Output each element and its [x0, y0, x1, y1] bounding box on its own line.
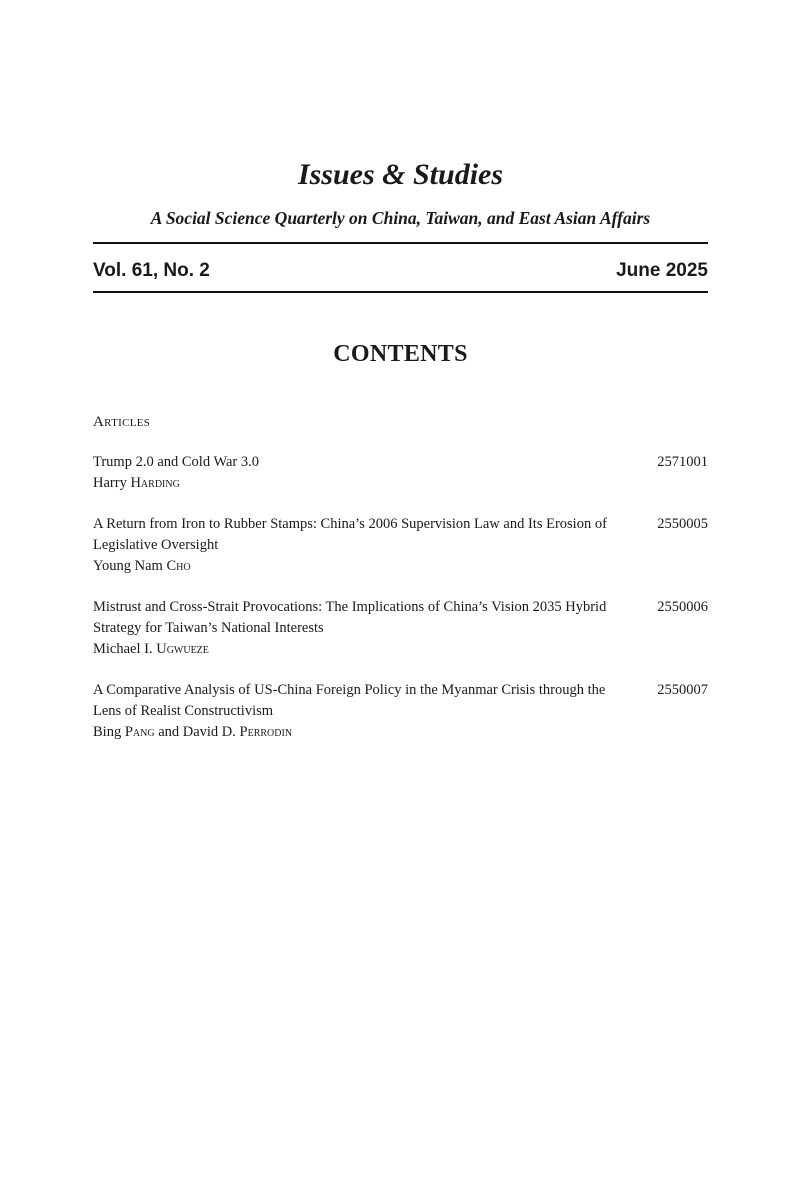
article-entry[interactable] [93, 680, 708, 743]
volume-number: Vol. 61, No. 2 [93, 260, 210, 281]
article-id: 2550007 [657, 682, 708, 698]
author-family-name: Cho [166, 558, 191, 574]
author-family-name: Ugwueze [156, 641, 209, 657]
article-authors [93, 639, 708, 660]
article-authors [93, 722, 708, 743]
bottom-divider [93, 291, 708, 293]
article-title[interactable]: Trump 2.0 and Cold War 3.0 [93, 454, 259, 470]
article-id: 2550006 [657, 599, 708, 615]
author-family-name: Perrodin [239, 724, 293, 740]
article-authors [93, 556, 708, 577]
articles-list [93, 452, 708, 763]
issue-date: June 2025 [616, 260, 708, 281]
section-label-articles: Articles [93, 414, 151, 430]
article-title[interactable]: Mistrust and Cross-Strait Provocations: The Implications of China’s Vision 2035 Hybrid Strategy for Taiwan’s National Interests [93, 599, 607, 636]
journal-title: Issues & Studies [297, 158, 504, 191]
article-entry[interactable] [93, 514, 708, 577]
author-family-name: Harding [130, 475, 180, 491]
article-entry[interactable] [93, 452, 708, 494]
article-authors [93, 473, 708, 494]
issue-info-bar [93, 258, 708, 284]
journal-subtitle: A Social Science Quarterly on China, Taiwan, and East Asian Affairs [150, 208, 651, 228]
contents-heading: CONTENTS [333, 341, 468, 367]
author-given-name: Young Nam [93, 558, 167, 574]
article-title[interactable]: A Comparative Analysis of US-China Foreign Policy in the Myanmar Crisis through the Lens of Realist Constructivism [93, 682, 606, 719]
article-id: 2571001 [657, 454, 708, 470]
author-given-name: Harry [93, 475, 131, 491]
author-family-name: Pang [124, 724, 155, 740]
article-id: 2550005 [657, 516, 708, 532]
author-given-name: and David D. [154, 724, 240, 740]
author-given-name: Michael I. [93, 641, 157, 657]
top-divider [93, 242, 708, 244]
author-given-name: Bing [93, 724, 125, 740]
article-title[interactable]: A Return from Iron to Rubber Stamps: China’s 2006 Supervision Law and Its Erosion of Legislative Oversight [93, 516, 607, 553]
article-entry[interactable] [93, 597, 708, 660]
